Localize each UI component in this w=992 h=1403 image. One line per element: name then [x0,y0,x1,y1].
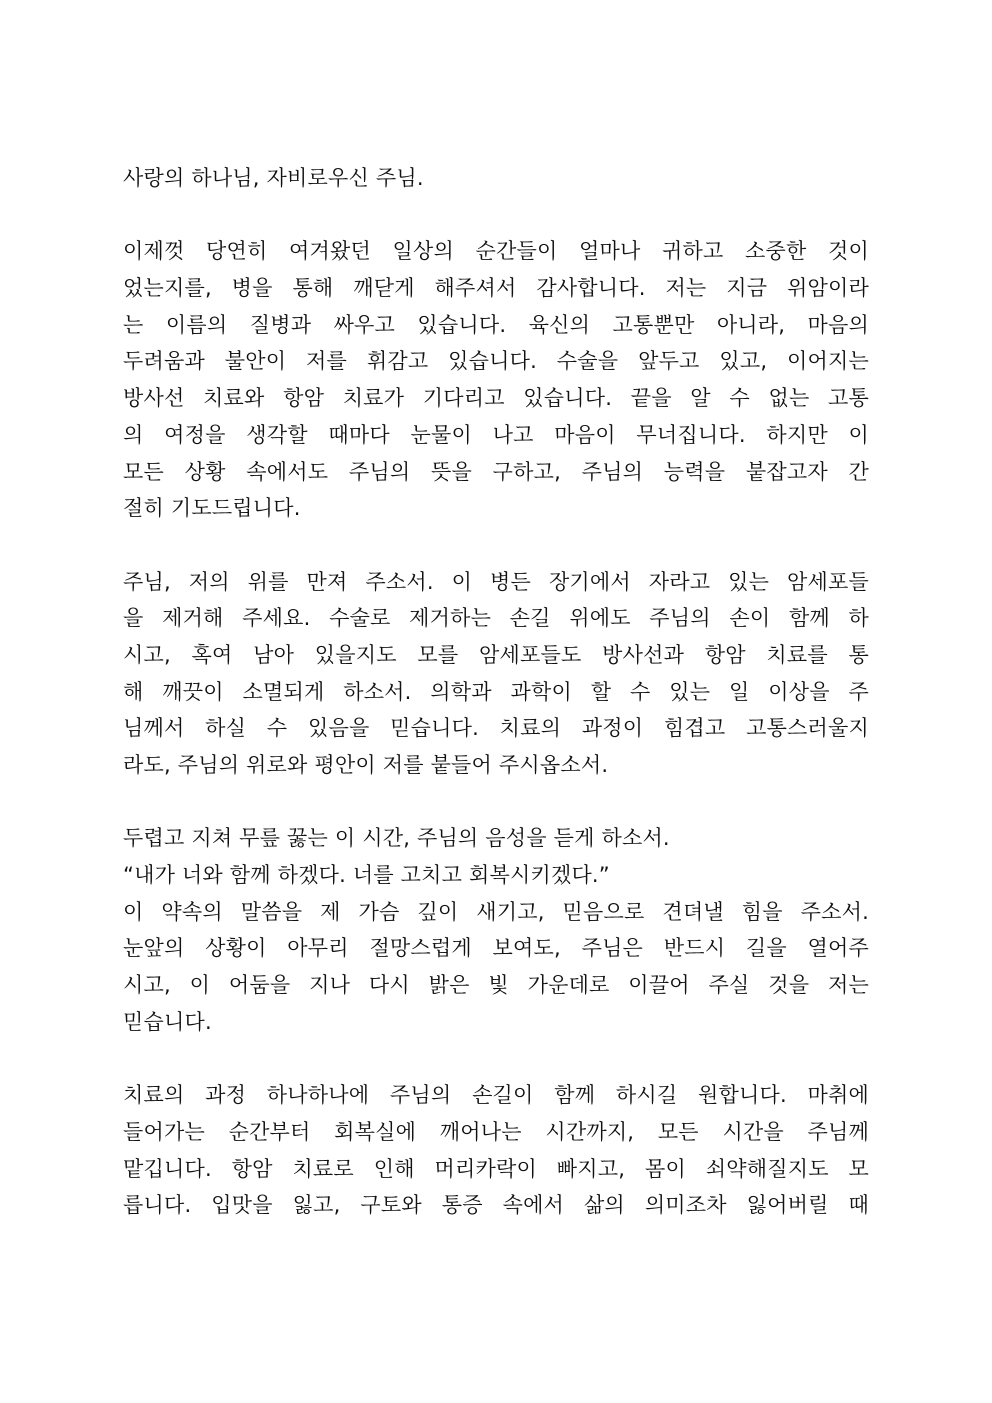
paragraph-gap [123,784,869,821]
paragraph-treatment [123,1077,869,1224]
text-line: 절히 기도드립니다. [123,496,301,521]
text-line: 치료의 과정 하나하나에 주님의 손길이 함께 하시길 원합니다. 마취에 [123,1083,869,1108]
text-line: 맡깁니다. 항암 치료로 인해 머리카락이 빠지고, 몸이 쇠약해질지도 모 [123,1156,869,1181]
text-line: 었는지를, 병을 통해 깨닫게 해주셔서 감사합니다. 저는 지금 위암이라 [123,276,869,301]
quote-line: “내가 너와 함께 하겠다. 너를 고치고 회복시키겠다.” [123,863,610,888]
paragraph-promise [123,820,869,1040]
text-line: 이 약속의 말씀을 제 가슴 깊이 새기고, 믿음으로 견뎌낼 힘을 주소서. [123,899,869,924]
text-line: 을 제거해 주세요. 수술로 제거하는 손길 위에도 주님의 손이 함께 하 [123,606,869,631]
text-line: 두렵고 지쳐 무릎 꿇는 이 시간, 주님의 음성을 듣게 하소서. [123,826,670,851]
text-line: 방사선 치료와 항암 치료가 기다리고 있습니다. 끝을 알 수 없는 고통 [123,386,869,411]
paragraph-gap [123,527,869,564]
text-line: 시고, 이 어둠을 지나 다시 밝은 빛 가운데로 이끌어 주실 것을 저는 [123,973,869,998]
text-line: 모든 상황 속에서도 주님의 뜻을 구하고, 주님의 능력을 붙잡고자 간 [123,459,869,484]
paragraph-healing [123,564,869,784]
text-line: 두려움과 불안이 저를 휘감고 있습니다. 수술을 앞두고 있고, 이어지는 [123,349,869,374]
text-line: 의 여정을 생각할 때마다 눈물이 나고 마음이 무너집니다. 하지만 이 [123,422,869,447]
text-line: 는 이름의 질병과 싸우고 있습니다. 육신의 고통뿐만 아니라, 마음의 [123,312,869,337]
paragraph-gap [123,1041,869,1078]
text-line: 믿습니다. [123,1009,212,1034]
prayer-text [123,160,869,1224]
paragraph-opening [123,160,869,197]
text-line: 라도, 주님의 위로와 평안이 저를 붙들어 주시옵소서. [123,753,609,777]
text-line: 이제껏 당연히 여겨왔던 일상의 순간들이 얼마나 귀하고 소중한 것이 [123,239,869,264]
text-line: 눈앞의 상황이 아무리 절망스럽게 보여도, 주님은 반드시 길을 열어주 [123,936,869,961]
text-line: 님께서 하실 수 있음을 믿습니다. 치료의 과정이 힘겹고 고통스러울지 [123,716,869,741]
text-line: 시고, 혹여 남아 있을지도 모를 암세포들도 방사선과 항암 치료를 통 [123,642,869,667]
text-line: 해 깨끗이 소멸되게 하소서. 의학과 과학이 할 수 있는 일 이상을 주 [123,679,869,704]
paragraph-gap [123,197,869,234]
text-line: 릅니다. 입맛을 잃고, 구토와 통증 속에서 삶의 의미조차 잃어버릴 때 [123,1193,869,1218]
paragraph-illness [123,233,869,527]
text-line: 주님, 저의 위를 만져 주소서. 이 병든 장기에서 자라고 있는 암세포들 [123,569,869,594]
text-line: 사랑의 하나님, 자비로우신 주님. [123,166,424,190]
text-line: 들어가는 순간부터 회복실에 깨어나는 시간까지, 모든 시간을 주님께 [123,1119,869,1144]
